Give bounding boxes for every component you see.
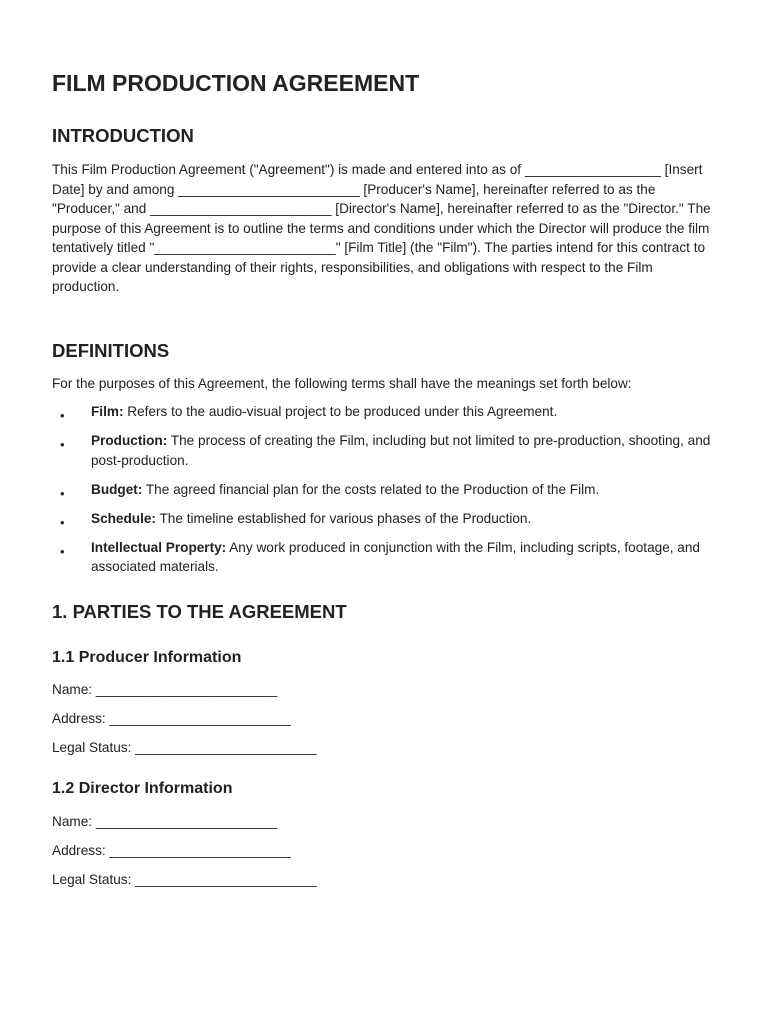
definition-item-schedule [52, 509, 712, 529]
definition-text: The agreed financial plan for the costs related to the Production of the Film. [142, 481, 600, 497]
director-info-heading: 1.2 Director Information [52, 780, 233, 797]
definition-term: Budget: [91, 481, 143, 497]
definition-term: Intellectual Property: [91, 539, 227, 555]
definition-text: Refers to the audio-visual project to be produced under this Agreement. [123, 404, 558, 419]
bullet-icon: • [60, 408, 65, 423]
definition-item-budget [52, 480, 712, 500]
producer-address-field: Address: ________________________ [52, 711, 291, 726]
definition-text: The process of creating the Film, including but not limited to pre-production, shooting, and post-production. [91, 433, 711, 468]
bullet-icon: • [60, 437, 65, 452]
bullet-icon: • [60, 543, 65, 559]
producer-info-heading: 1.1 Producer Information [52, 649, 242, 666]
director-name-field: Name: ________________________ [52, 814, 278, 829]
definitions-list [52, 402, 712, 586]
bullet-icon: • [60, 514, 65, 530]
producer-name-field: Name: ________________________ [52, 682, 278, 697]
producer-legal-status-field: Legal Status: ________________________ [52, 740, 317, 755]
definitions-heading: DEFINITIONS [52, 340, 170, 361]
definition-term: Film: [91, 404, 124, 419]
parties-heading: 1. PARTIES TO THE AGREEMENT [52, 601, 347, 622]
definition-item-intellectual-property [52, 538, 712, 577]
director-address-field: Address: ________________________ [52, 843, 291, 858]
definition-item-production [52, 431, 712, 470]
definition-term: Schedule: [91, 510, 156, 526]
definition-term: Production: [91, 433, 168, 448]
introduction-heading: INTRODUCTION [52, 125, 194, 146]
introduction-paragraph: This Film Production Agreement ("Agreement") is made and entered into as of __________________ [Insert Date] by and among ________________________ [Producer's Name], hereinafter referred to as the "Producer," and ________________________ [Director's Name], hereinafter referred to as the "Director." The purpose of this Agreement is to outline the terms and conditions under which the Director will produce the film tentatively titled "________________________" [Film Title] (the "Film"). The parties intend for this contract to provide a clear understanding of their rights, responsibilities, and obligations with respect to the Film production. [52, 162, 711, 294]
definition-text: The timeline established for various phases of the Production. [155, 510, 532, 526]
definition-text: Any work produced in conjunction with the Film, including scripts, footage, and associated materials. [91, 539, 700, 574]
definition-item-film [52, 402, 712, 422]
document-title: FILM PRODUCTION AGREEMENT [52, 70, 420, 96]
definitions-intro: For the purposes of this Agreement, the following terms shall have the meanings set forth below: [52, 376, 632, 391]
director-legal-status-field: Legal Status: ________________________ [52, 872, 317, 887]
bullet-icon: • [60, 485, 65, 501]
